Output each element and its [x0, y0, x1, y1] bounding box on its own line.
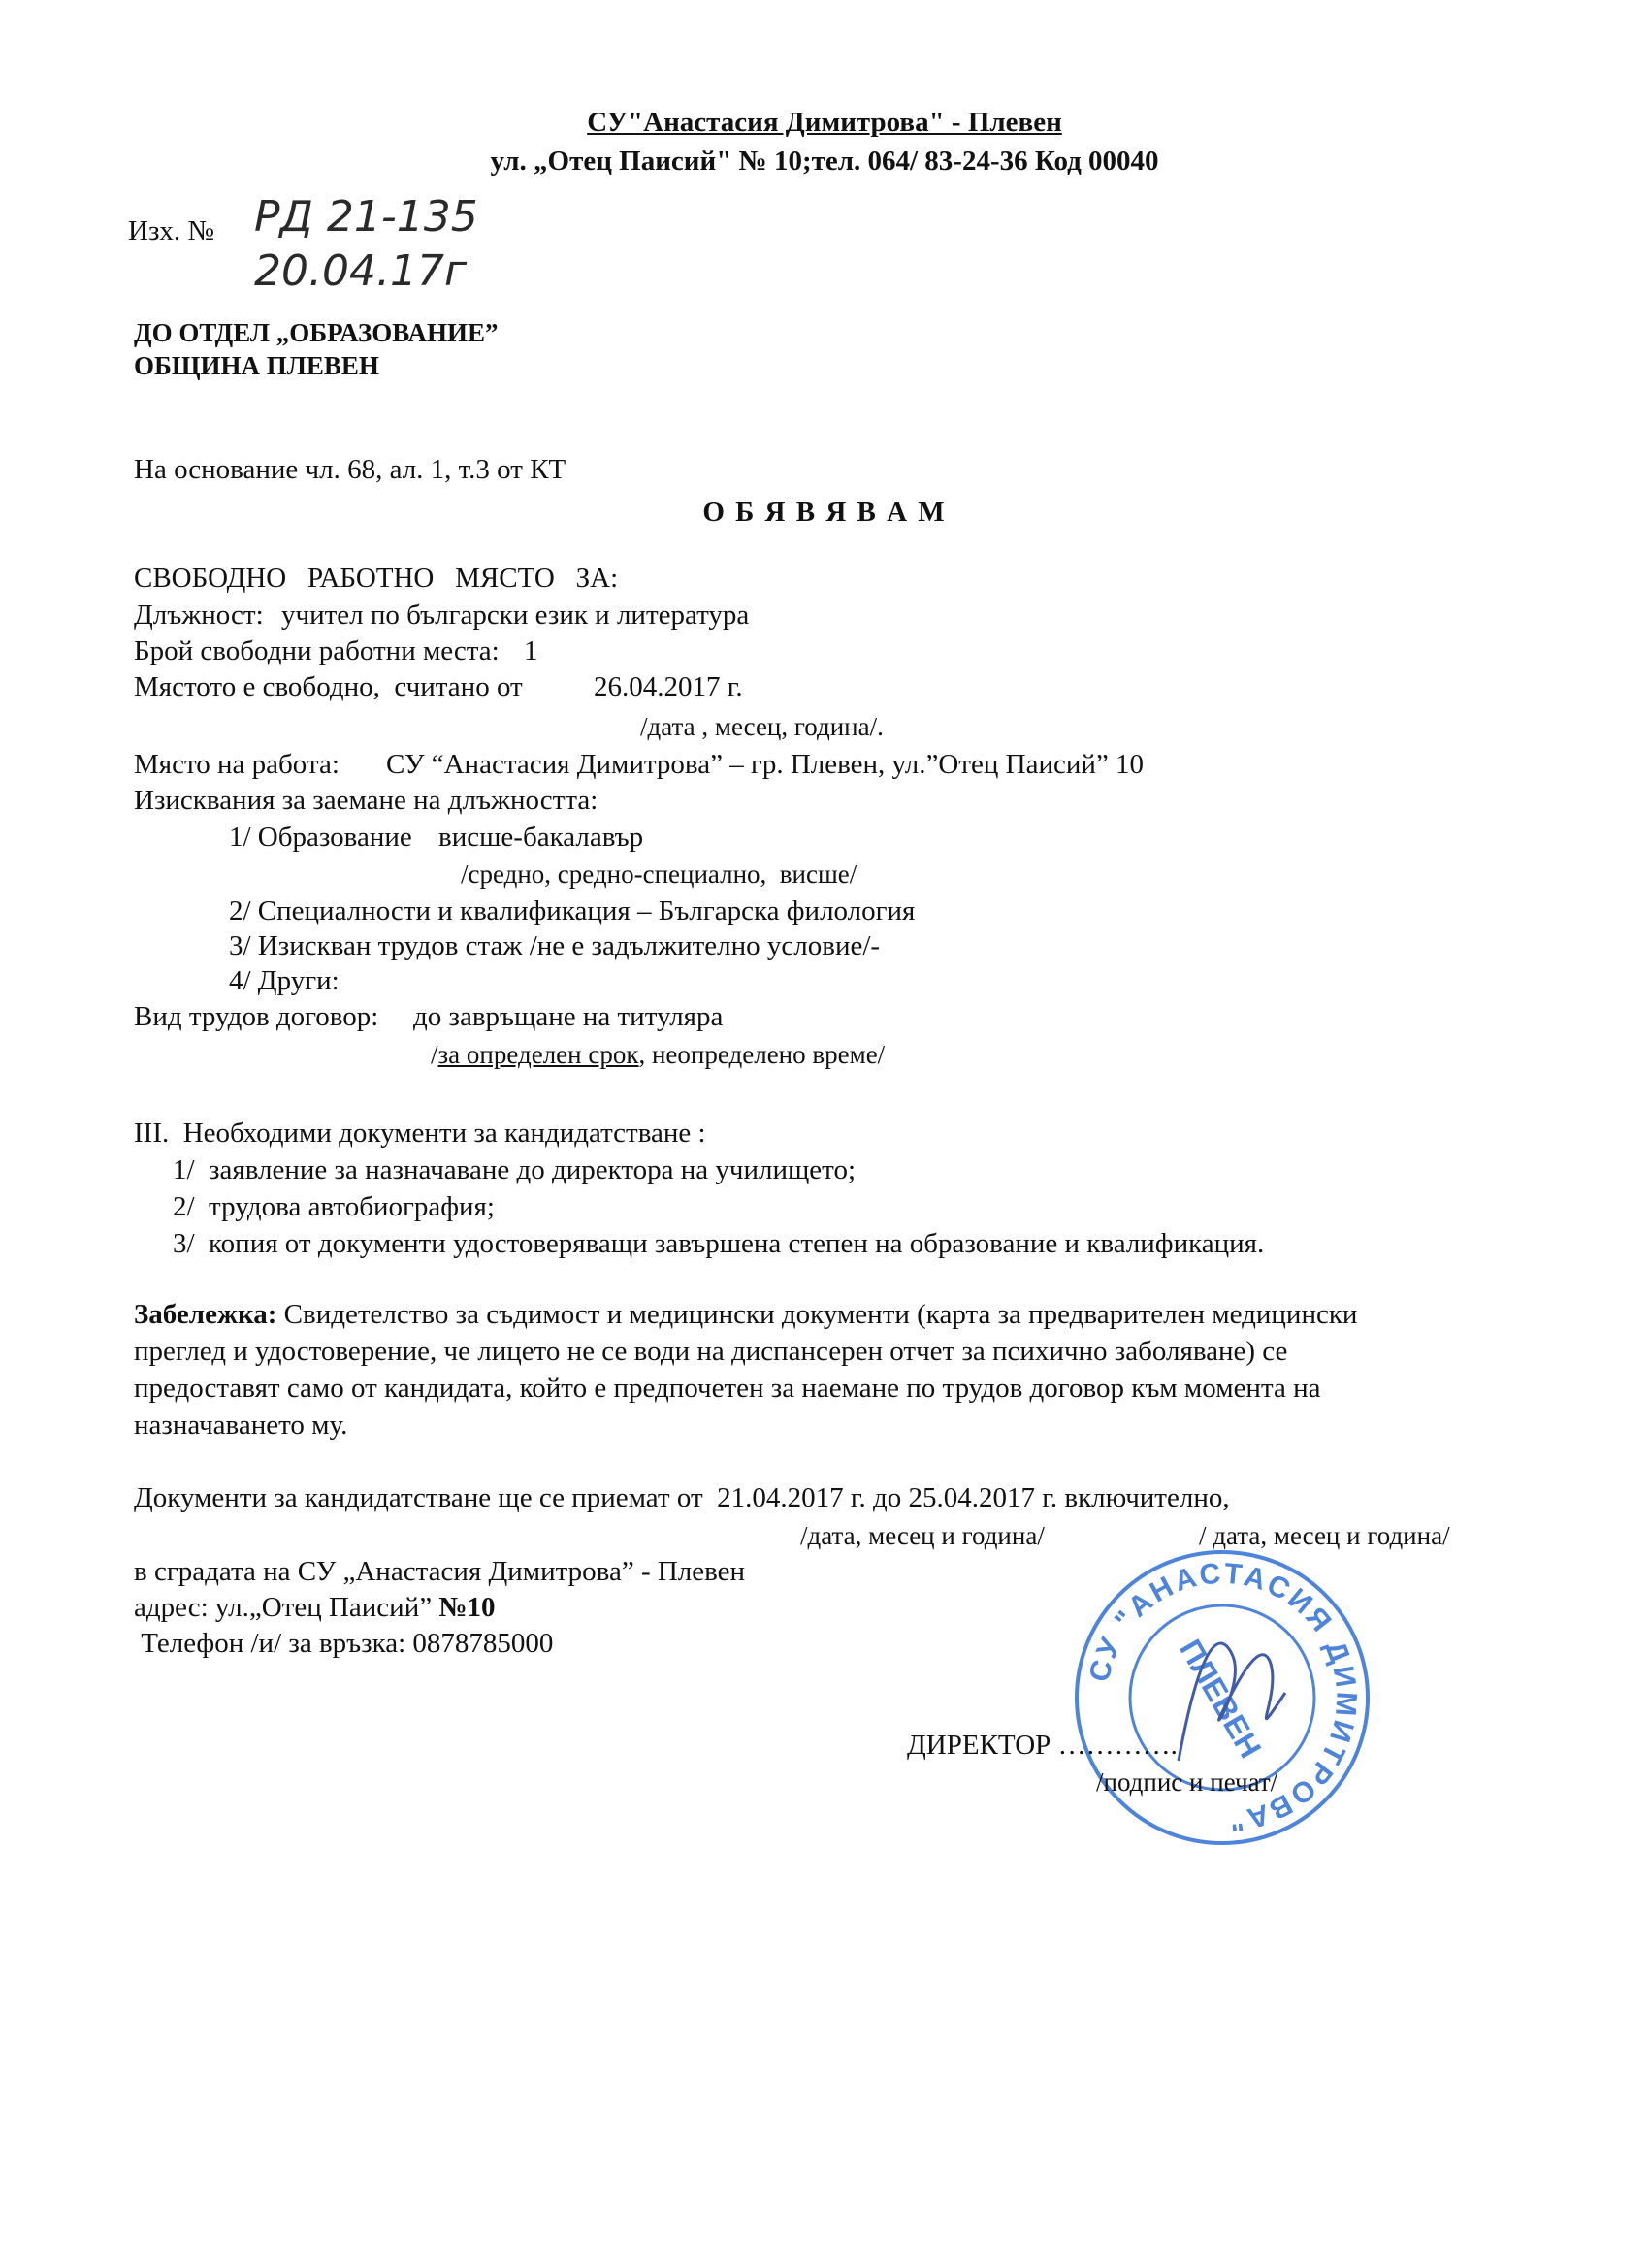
position-label: Длъжност:	[134, 599, 264, 631]
contract-hint-slash: /	[431, 1040, 438, 1069]
note-label: Забележка:	[134, 1299, 277, 1330]
address-number: №10	[438, 1592, 496, 1623]
contract-hint-fixed-term: за определен срок	[437, 1040, 639, 1069]
contract-value: до завръщане на титуляра	[413, 1001, 724, 1032]
submission-hint-to: / дата, месец и година/	[1199, 1521, 1450, 1550]
req4: 4/ Други:	[229, 965, 340, 996]
address-street: адрес: ул.„Отец Паисий”	[134, 1592, 439, 1623]
submission-hint-from: /дата, месец и година/	[800, 1521, 1045, 1550]
free-from-value: 26.04.2017 г.	[594, 671, 743, 702]
vacancy-heading: СВОБОДНО РАБОТНО МЯСТО ЗА:	[134, 563, 619, 594]
req3: 3/ Изискван трудов стаж /не е задължително условие/-	[229, 930, 881, 961]
legal-basis: На основание чл. 68, ал. 1, т.3 от КТ	[134, 454, 566, 485]
director-line	[907, 1732, 1178, 1760]
position-value: учител по български език и литература	[281, 599, 750, 631]
contract-hint-indefinite: , неопределено време/	[638, 1040, 886, 1069]
document-item: 2/ трудова автобиография;	[173, 1191, 495, 1222]
count-value: 1	[524, 635, 538, 666]
note-line-1	[134, 1301, 1357, 1329]
director-title: ДИРЕКТОР	[907, 1730, 1051, 1761]
school-address: ул. „Отец Паисий" № 10;тел. 064/ 83-24-36 Код 00040	[490, 146, 1159, 177]
note-text-3: предоставят само от кандидата, който е предпочетен за наемане по трудов договор към момента на	[134, 1373, 1321, 1404]
req2: 2/ Специалности и квалификация – Българска филология	[229, 895, 916, 926]
submission-place: в сградата на СУ „Анастасия Димитрова” - Плевен	[134, 1556, 746, 1587]
outgoing-number-handwritten: РД 21-135	[254, 192, 478, 242]
documents-heading: III. Необходими документи за кандидатстване :	[134, 1118, 706, 1149]
requirements-label: Изисквания за заемане на длъжността:	[134, 785, 598, 816]
director-dots: ………….	[1057, 1730, 1178, 1761]
free-from-label: Мястото е свободно, считано от	[134, 671, 523, 702]
note-text-1: Свидетелство за съдимост и медицински документи (карта за предварителен медицински	[283, 1299, 1358, 1330]
date-hint: /дата , месец, година/.	[640, 712, 884, 741]
outgoing-date-handwritten: 20.04.17г	[254, 246, 468, 296]
outgoing-label: Изх. №	[128, 215, 215, 246]
req1-hint: /средно, средно-специално, висше/	[461, 859, 857, 889]
count-label: Брой свободни работни места:	[134, 635, 500, 666]
submission-address	[134, 1594, 496, 1622]
document-item: 3/ копия от документи удостоверяващи завършена степен на образование и квалификация.	[173, 1228, 1265, 1259]
note-text-2: преглед и удостоверение, че лицето не се води на диспансерен отчет за психично заболяване) се	[134, 1336, 1288, 1367]
contract-hint	[431, 1042, 885, 1068]
recipient-line-1: ДО ОТДЕЛ „ОБРАЗОВАНИЕ”	[134, 318, 499, 347]
workplace-value: СУ “Анастасия Димитрова” – гр. Плевен, ул.”Отец Паисий” 10	[386, 749, 1144, 780]
school-name: СУ"Анастасия Димитрова" - Плевен	[587, 107, 1062, 138]
recipient-line-2: ОБЩИНА ПЛЕВЕН	[134, 351, 379, 380]
workplace-label: Място на работа:	[134, 749, 340, 780]
stamp-city: ПЛЕВЕН	[1173, 1633, 1269, 1765]
contract-label: Вид трудов договор:	[134, 1001, 379, 1032]
submission-line: Документи за кандидатстване ще се приемат от 21.04.2017 г. до 25.04.2017 г. включително,	[134, 1482, 1230, 1513]
stamp-ring-text: СУ "АНАСТАСИЯ ДИМИТРОВА"	[1083, 1557, 1363, 1838]
req1-value: висше-бакалавър	[438, 822, 644, 853]
signature-hint: /подпис и печат/	[1096, 1767, 1278, 1797]
note-text-4: назначаването му.	[134, 1409, 348, 1441]
req1-label: 1/ Образование	[229, 822, 412, 853]
announce-title: О Б Я В Я В А М	[702, 497, 947, 528]
document-item: 1/ заявление за назначаване до директора на училището;	[173, 1154, 857, 1185]
submission-phone: Телефон /и/ за връзка: 0878785000	[134, 1628, 554, 1659]
official-stamp	[1062, 1538, 1382, 1858]
